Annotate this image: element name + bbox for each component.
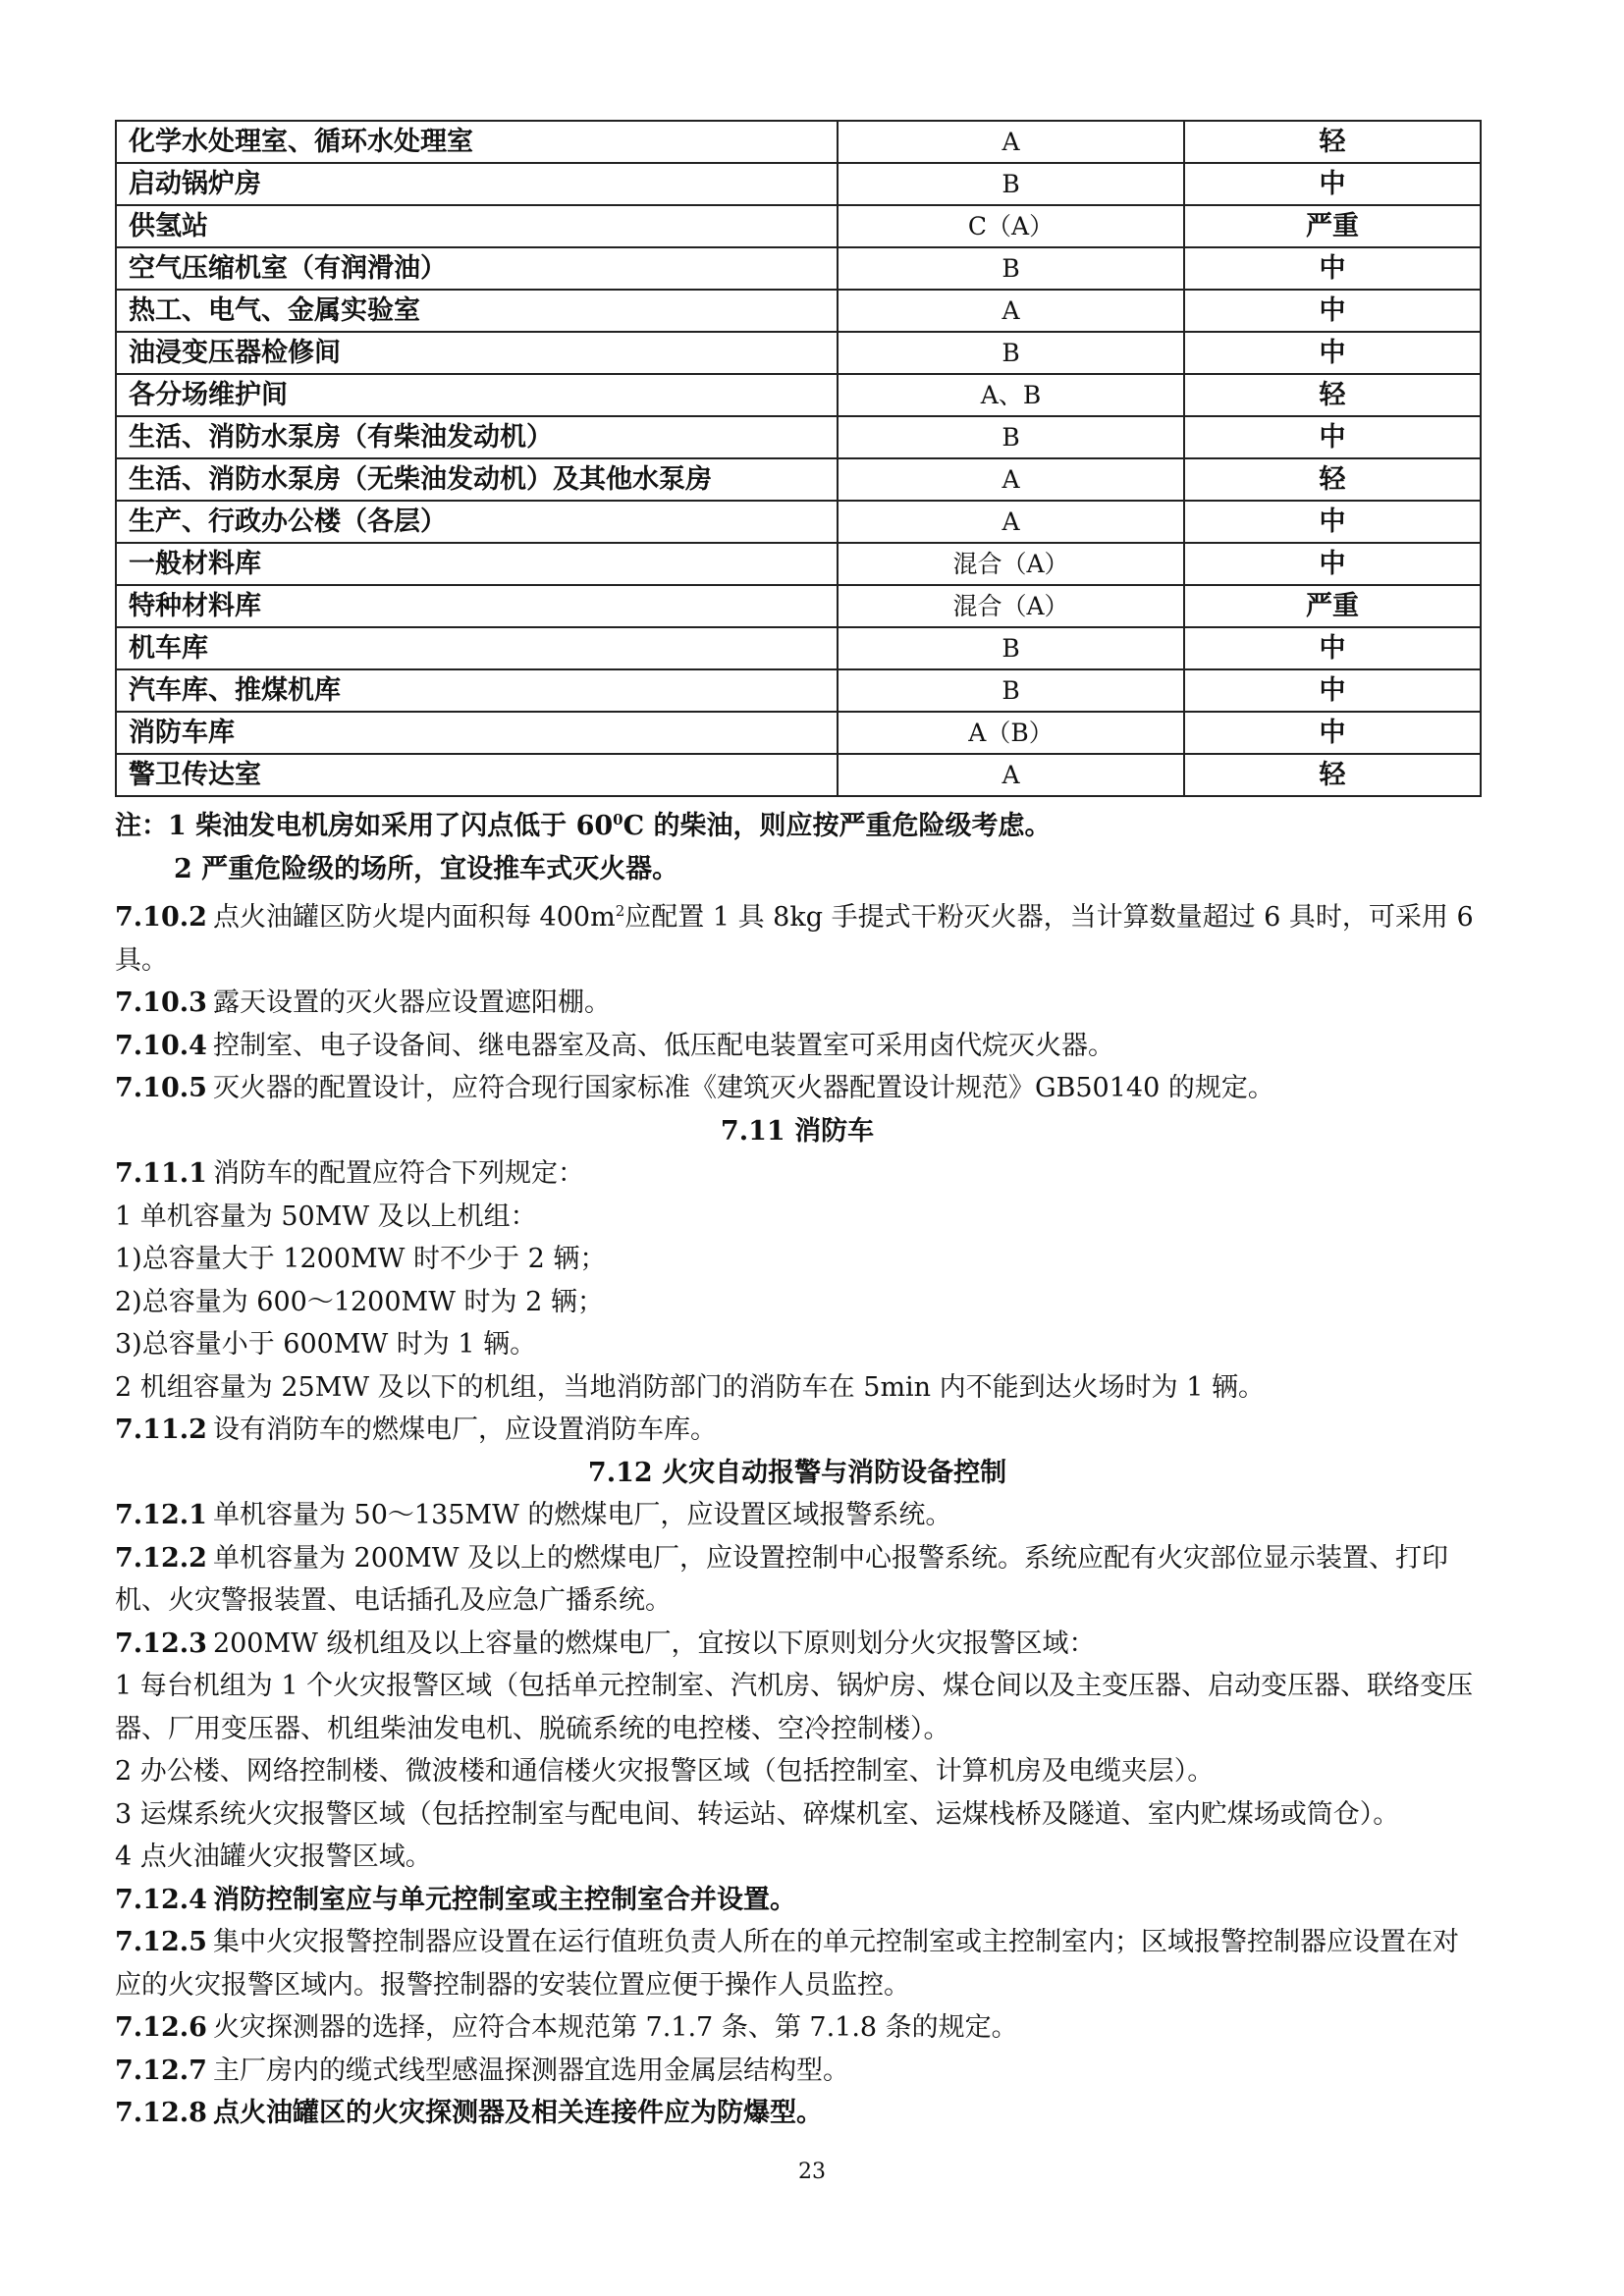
table-row (116, 290, 1481, 332)
place-cell: 特种材料库 (116, 585, 838, 627)
clause-7-12-3-item: 2 办公楼、网络控制楼、微波楼和通信楼火灾报警区域（包括控制室、计算机房及电缆夹层）。 (115, 1756, 1215, 1787)
hazard-level-cell: 严重 (1184, 205, 1481, 247)
hazard-level-cell: 中 (1184, 501, 1481, 543)
clause-7-10-2: 7.10.2 点火油罐区防火堤内面积每 $400m^2$应配置 1 具 8kg 手提式干粉灭火器，当计算数量超过 6 具时，可采用 6 具。 (115, 902, 1474, 976)
place-cell: 机车库 (116, 627, 838, 669)
fire-class-table (115, 120, 1482, 797)
clause-7-12-3-item: 1 每台机组为 1 个火灾报警区域（包括单元控制室、汽机房、锅炉房、煤仓间以及主变压器、启动变压器、联络变压器、厂用变压器、机组柴油发电机、脱硫系统的电控楼、空冷控制楼）。 (115, 1671, 1474, 1744)
hazard-level-cell: 中 (1184, 712, 1481, 754)
place-cell: 一般材料库 (116, 543, 838, 585)
clause-7-12-6: 7.12.6 火灾探测器的选择，应符合本规范第 7.1.7 条、第 7.1.8 条的规定。 (115, 2012, 1018, 2043)
fire-class-cell: B (838, 247, 1184, 290)
place-cell: 启动锅炉房 (116, 163, 838, 205)
table-row (116, 501, 1481, 543)
fire-class-cell: A (838, 458, 1184, 501)
section-heading-7-12: 7.12 火灾自动报警与消防设备控制 (587, 1457, 1007, 1488)
clause-7-12-1: 7.12.1 单机容量为 50～135MW 的燃煤电厂，应设置区域报警系统。 (115, 1500, 952, 1530)
hazard-level-cell: 中 (1184, 247, 1481, 290)
place-cell: 汽车库、推煤机库 (116, 669, 838, 712)
clause-7-12-3-item: 3 运煤系统火灾报警区域（包括控制室与配电间、转运站、碎煤机室、运煤栈桥及隧道、室内贮煤场或筒仓）。 (115, 1798, 1400, 1830)
clause-7-11-1-item: 3)总容量小于 600MW 时为 1 辆。 (115, 1329, 537, 1360)
fire-class-cell: B (838, 669, 1184, 712)
note-1: 注：1 柴油发电机房如采用了闪点低于 $60^0C$ 的柴油，则应按严重危险级考虑。 (115, 811, 1052, 841)
fire-class-cell: C（A） (838, 205, 1184, 247)
note-2: 2 严重危险级的场所，宜设推车式灭火器。 (174, 853, 679, 884)
place-cell: 供氢站 (116, 205, 838, 247)
table-row (116, 416, 1481, 458)
hazard-level-cell: 中 (1184, 416, 1481, 458)
hazard-level-cell: 中 (1184, 543, 1481, 585)
place-cell: 热工、电气、金属实验室 (116, 290, 838, 332)
table-row (116, 121, 1481, 163)
fire-class-cell: A (838, 501, 1184, 543)
clause-7-12-8: 7.12.8 点火油罐区的火灾探测器及相关连接件应为防爆型。 (115, 2098, 823, 2128)
fire-class-cell: B (838, 332, 1184, 374)
place-cell: 化学水处理室、循环水处理室 (116, 121, 838, 163)
clause-7-11-2: 7.11.2 设有消防车的燃煤电厂，应设置消防车库。 (115, 1415, 717, 1445)
place-cell: 油浸变压器检修间 (116, 332, 838, 374)
place-cell: 生活、消防水泵房（无柴油发动机）及其他水泵房 (116, 458, 838, 501)
clause-7-11-1-item: 2)总容量为 600～1200MW 时为 2 辆； (115, 1286, 604, 1317)
document-page (115, 120, 1480, 2135)
hazard-level-cell: 轻 (1184, 374, 1481, 416)
hazard-level-cell: 严重 (1184, 585, 1481, 627)
clause-7-12-4: 7.12.4 消防控制室应与单元控制室或主控制室合并设置。 (115, 1884, 796, 1915)
table-row (116, 458, 1481, 501)
table-row (116, 754, 1481, 796)
table-row (116, 627, 1481, 669)
clause-7-12-3: 7.12.3 200MW 级机组及以上容量的燃煤电厂，宜按以下原则划分火灾报警区域： (115, 1628, 1096, 1659)
clause-7-11-1-item: 1 单机容量为 50MW 及以上机组： (115, 1201, 537, 1232)
clause-7-10-4: 7.10.4 控制室、电子设备间、继电器室及高、低压配电装置室可采用卤代烷灭火器。 (115, 1030, 1114, 1061)
place-cell: 警卫传达室 (116, 754, 838, 796)
clause-7-11-1-item: 2 机组容量为 25MW 及以下的机组，当地消防部门的消防车在 5min 内不能到达火场时为 1 辆。 (115, 1371, 1265, 1403)
hazard-level-cell: 轻 (1184, 754, 1481, 796)
table-row (116, 332, 1481, 374)
clause-7-12-3-item: 4 点火油罐火灾报警区域。 (115, 1842, 432, 1872)
place-cell: 消防车库 (116, 712, 838, 754)
hazard-level-cell: 轻 (1184, 458, 1481, 501)
fire-class-cell: 混合（A） (838, 585, 1184, 627)
clause-7-12-2: 7.12.2 单机容量为 200MW 及以上的燃煤电厂，应设置控制中心报警系统。系统应配有火灾部位显示装置、打印机、火灾警报装置、电话插孔及应急广播系统。 (115, 1542, 1449, 1616)
clause-7-10-3: 7.10.3 露天设置的灭火器应设置遮阳棚。 (115, 988, 611, 1018)
place-cell: 各分场维护间 (116, 374, 838, 416)
table-row (116, 163, 1481, 205)
hazard-level-cell: 中 (1184, 163, 1481, 205)
fire-class-cell: A (838, 754, 1184, 796)
fire-class-cell: A (838, 121, 1184, 163)
table-row (116, 374, 1481, 416)
table-row (116, 712, 1481, 754)
fire-class-cell: A (838, 290, 1184, 332)
fire-class-cell: A、B (838, 374, 1184, 416)
clause-7-11-1: 7.11.1 消防车的配置应符合下列规定： (115, 1158, 584, 1189)
section-heading-7-11: 7.11 消防车 (720, 1115, 875, 1147)
clause-7-12-5: 7.12.5 集中火灾报警控制器应设置在运行值班负责人所在的单元控制室或主控制室内；区域报警控制器应设置在对应的火灾报警区域内。报警控制器的安装位置应便于操作人员监控。 (115, 1927, 1459, 2001)
clause-7-10-5: 7.10.5 灭火器的配置设计，应符合现行国家标准《建筑灭火器配置设计规范》GB50140 的规定。 (115, 1073, 1274, 1103)
fire-class-cell: B (838, 627, 1184, 669)
table-row (116, 205, 1481, 247)
hazard-level-cell: 中 (1184, 627, 1481, 669)
clause-7-12-7: 7.12.7 主厂房内的缆式线型感温探测器宜选用金属层结构型。 (115, 2055, 849, 2086)
hazard-level-cell: 中 (1184, 332, 1481, 374)
hazard-level-cell: 轻 (1184, 121, 1481, 163)
place-cell: 生活、消防水泵房（有柴油发动机） (116, 416, 838, 458)
table-row (116, 669, 1481, 712)
table-row (116, 543, 1481, 585)
fire-class-cell: 混合（A） (838, 543, 1184, 585)
hazard-level-cell: 中 (1184, 290, 1481, 332)
fire-class-cell: B (838, 416, 1184, 458)
page-number: 23 (798, 2160, 826, 2184)
hazard-level-cell: 中 (1184, 669, 1481, 712)
place-cell: 生产、行政办公楼（各层） (116, 501, 838, 543)
table-row (116, 585, 1481, 627)
place-cell: 空气压缩机室（有润滑油） (116, 247, 838, 290)
fire-class-cell: B (838, 163, 1184, 205)
fire-class-cell: A（B） (838, 712, 1184, 754)
clause-7-11-1-item: 1)总容量大于 1200MW 时不少于 2 辆； (115, 1244, 607, 1274)
table-row (116, 247, 1481, 290)
